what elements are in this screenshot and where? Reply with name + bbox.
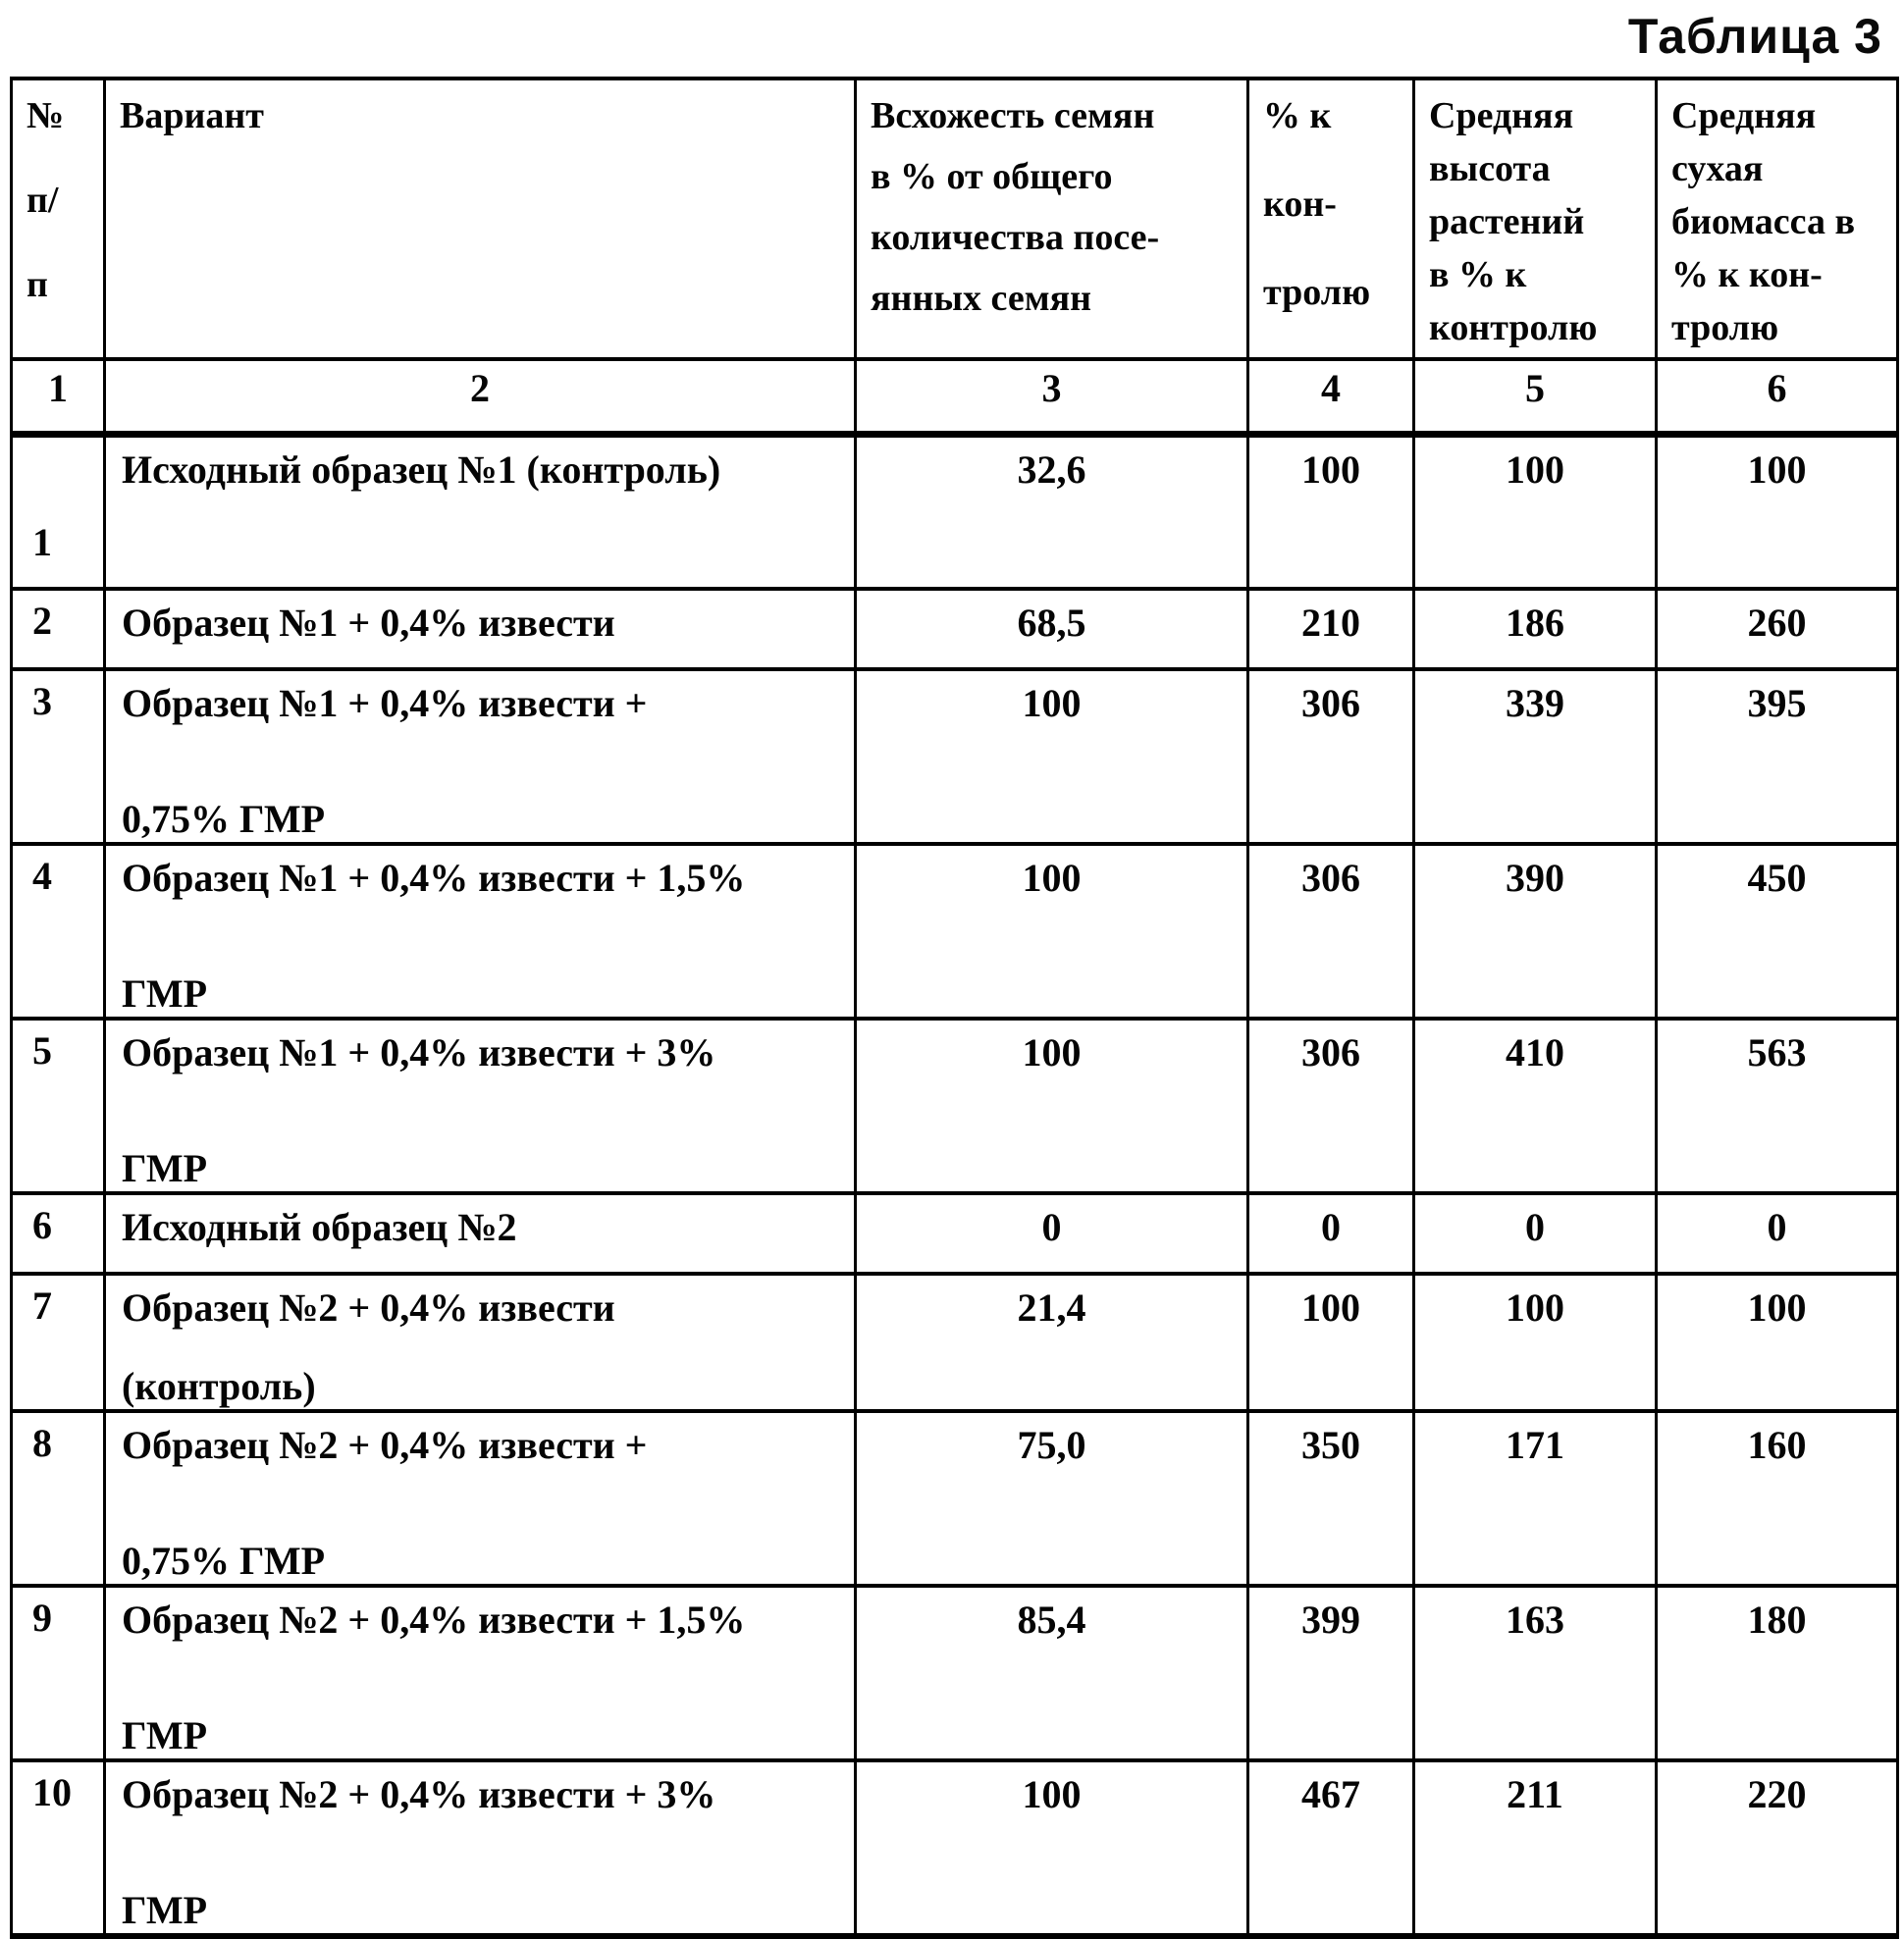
variant-cell — [105, 434, 856, 589]
header-line: контролю — [1429, 307, 1598, 348]
row-number-cell — [12, 1411, 105, 1586]
value-cell: 100 — [856, 1019, 1248, 1193]
value-cell: 210 — [1248, 589, 1414, 669]
value-cell: 306 — [1248, 844, 1414, 1019]
variant-cell — [105, 1586, 856, 1760]
table-body — [12, 434, 1898, 1936]
column-number: 3 — [856, 359, 1248, 434]
value-cell: 339 — [1414, 669, 1657, 844]
value-cell: 100 — [1414, 1274, 1657, 1411]
table-row — [12, 1760, 1898, 1936]
variant-line: ГМР — [122, 971, 208, 1016]
header-line: количества посе- — [871, 217, 1160, 258]
value-cell: 75,0 — [856, 1411, 1248, 1586]
header-line: п/ — [26, 180, 59, 221]
row-number: 3 — [32, 679, 52, 723]
value-cell: 85,4 — [856, 1586, 1248, 1760]
row-number: 10 — [32, 1770, 72, 1814]
header-line: Всхожесть семян — [871, 95, 1155, 136]
value-cell: 390 — [1414, 844, 1657, 1019]
header-line: в % от общего — [871, 156, 1113, 197]
variant-line: Образец №2 + 0,4% извести — [122, 1285, 615, 1330]
table-row — [12, 589, 1898, 669]
variant-line: Исходный образец №1 (контроль) — [122, 446, 721, 492]
value-cell: 163 — [1414, 1586, 1657, 1760]
value-cell: 100 — [1248, 1274, 1414, 1411]
header-line: Средняя — [1671, 95, 1817, 136]
header-line: в % к — [1429, 254, 1527, 295]
value-cell: 395 — [1657, 669, 1898, 844]
value-cell: 100 — [1657, 434, 1898, 589]
value-cell: 0 — [1248, 1193, 1414, 1274]
row-number: 5 — [32, 1028, 52, 1073]
value-cell: 467 — [1248, 1760, 1414, 1936]
row-number-cell — [12, 1760, 105, 1936]
column-header-germination — [856, 79, 1248, 359]
value-cell: 563 — [1657, 1019, 1898, 1193]
variant-cell — [105, 1411, 856, 1586]
table-row — [12, 844, 1898, 1019]
header-line: Вариант — [120, 95, 264, 136]
value-cell: 0 — [1657, 1193, 1898, 1274]
variant-line: (контроль) — [122, 1364, 316, 1408]
variant-line: Образец №1 + 0,4% извести + 3% — [122, 1030, 716, 1074]
header-line: высота — [1429, 148, 1551, 189]
header-line: % к — [1263, 95, 1332, 136]
row-number: 1 — [32, 519, 52, 564]
table-caption: Таблица 3 — [1627, 9, 1882, 64]
row-number: 9 — [32, 1596, 52, 1640]
variant-line: Образец №1 + 0,4% извести — [122, 601, 615, 645]
value-cell: 450 — [1657, 844, 1898, 1019]
value-cell: 100 — [1657, 1274, 1898, 1411]
variant-cell — [105, 844, 856, 1019]
row-number-cell — [12, 589, 105, 669]
header-row — [12, 79, 1898, 359]
header-line: янных семян — [871, 278, 1092, 319]
row-number-cell — [12, 1586, 105, 1760]
value-cell: 171 — [1414, 1411, 1657, 1586]
variant-line: Образец №2 + 0,4% извести + 3% — [122, 1772, 716, 1816]
value-cell: 100 — [856, 669, 1248, 844]
variant-line: Образец №2 + 0,4% извести + 1,5% — [122, 1598, 746, 1642]
header-line: № — [26, 95, 65, 136]
header-line: Средняя — [1429, 95, 1574, 136]
value-cell: 306 — [1248, 1019, 1414, 1193]
table-row — [12, 1019, 1898, 1193]
table-row — [12, 669, 1898, 844]
column-numbers-row — [12, 359, 1898, 434]
variant-line: ГМР — [122, 1888, 208, 1932]
value-cell: 21,4 — [856, 1274, 1248, 1411]
value-cell: 100 — [856, 1760, 1248, 1936]
value-cell: 211 — [1414, 1760, 1657, 1936]
column-number: 4 — [1248, 359, 1414, 434]
header-line: сухая — [1671, 148, 1764, 189]
header-line: % к кон- — [1671, 254, 1823, 295]
table-row — [12, 1586, 1898, 1760]
table-row — [12, 434, 1898, 589]
header-line: тролю — [1263, 272, 1371, 313]
value-cell: 0 — [1414, 1193, 1657, 1274]
value-cell: 186 — [1414, 589, 1657, 669]
value-cell: 0 — [856, 1193, 1248, 1274]
column-header-avg-height — [1414, 79, 1657, 359]
variant-line: 0,75% ГМР — [122, 797, 326, 841]
column-number: 1 — [12, 359, 105, 434]
variant-line: ГМР — [122, 1713, 208, 1757]
table-row — [12, 1411, 1898, 1586]
value-cell: 68,5 — [856, 589, 1248, 669]
row-number-cell — [12, 844, 105, 1019]
table-row — [12, 1193, 1898, 1274]
column-header-pct-control — [1248, 79, 1414, 359]
column-header-num — [12, 79, 105, 359]
row-number: 4 — [32, 854, 52, 898]
variant-cell — [105, 669, 856, 844]
row-number-cell — [12, 1193, 105, 1274]
row-number-cell — [12, 434, 105, 589]
column-header-dry-biomass — [1657, 79, 1898, 359]
header-line: тролю — [1671, 307, 1779, 348]
value-cell: 306 — [1248, 669, 1414, 844]
value-cell: 160 — [1657, 1411, 1898, 1586]
table-row — [12, 1274, 1898, 1411]
variant-line: ГМР — [122, 1146, 208, 1190]
header-line: кон- — [1263, 183, 1337, 225]
variant-cell — [105, 1193, 856, 1274]
data-table — [10, 77, 1899, 1939]
row-number-cell — [12, 669, 105, 844]
value-cell: 32,6 — [856, 434, 1248, 589]
value-cell: 350 — [1248, 1411, 1414, 1586]
row-number: 7 — [32, 1284, 52, 1328]
variant-cell — [105, 589, 856, 669]
variant-line: 0,75% ГМР — [122, 1539, 326, 1583]
value-cell: 410 — [1414, 1019, 1657, 1193]
row-number: 6 — [32, 1203, 52, 1247]
variant-line: Образец №2 + 0,4% извести + — [122, 1423, 648, 1467]
value-cell: 180 — [1657, 1586, 1898, 1760]
value-cell: 399 — [1248, 1586, 1414, 1760]
header-line: растений — [1429, 201, 1585, 242]
variant-line: Образец №1 + 0,4% извести + — [122, 681, 648, 725]
column-number: 2 — [105, 359, 856, 434]
row-number: 2 — [32, 599, 52, 643]
variant-line: Исходный образец №2 — [122, 1205, 517, 1249]
value-cell: 100 — [1414, 434, 1657, 589]
variant-cell — [105, 1274, 856, 1411]
variant-cell — [105, 1760, 856, 1936]
header-line: биомасса в — [1671, 201, 1856, 242]
header-line: п — [26, 264, 48, 305]
value-cell: 100 — [1248, 434, 1414, 589]
value-cell: 260 — [1657, 589, 1898, 669]
variant-line: Образец №1 + 0,4% извести + 1,5% — [122, 856, 746, 900]
value-cell: 100 — [856, 844, 1248, 1019]
row-number-cell — [12, 1274, 105, 1411]
column-number: 5 — [1414, 359, 1657, 434]
row-number-cell — [12, 1019, 105, 1193]
column-number: 6 — [1657, 359, 1898, 434]
row-number: 8 — [32, 1421, 52, 1465]
value-cell: 220 — [1657, 1760, 1898, 1936]
column-header-variant — [105, 79, 856, 359]
variant-cell — [105, 1019, 856, 1193]
